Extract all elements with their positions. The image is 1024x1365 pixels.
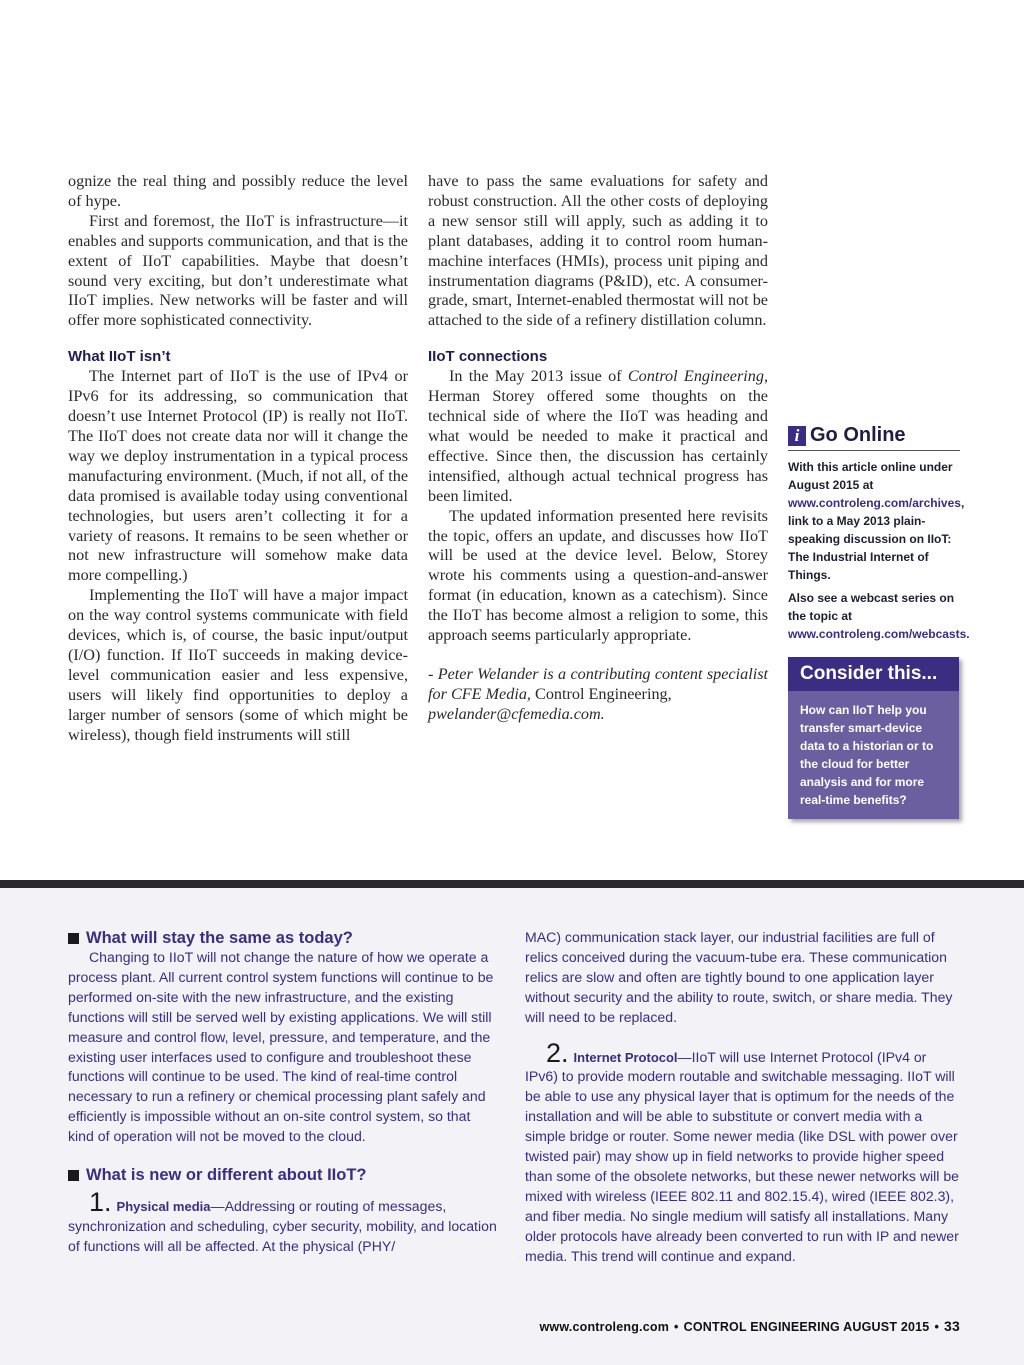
answer-paragraph: Changing to IIoT will not change the nature of how we operate a process plant. All current control system functions will continue to be performed on-site with the new infrastructure, and the existing functions will still be served well by existing applications. We will still measure and control flow, level, pressure, and temperature, and the existing user interfaces used to configure and troubleshoot these functions will continue to be used. The kind of real-time control necessary to run a refinery or chemical processing plant safely and efficiently is impossible without an on-site control system, so that kind of operation will not be moved to the cloud.	[68, 949, 494, 1145]
text-run: , Herman Storey offered some thoughts on the technical side of where the IIoT was heading and what would be needed to make it practical and effective. Since then, the discussion has certainly intensified, although actual technical progress has been limited.	[428, 367, 768, 505]
consider-this-box	[788, 657, 959, 819]
author-email: pwelander@cfemedia.com.	[428, 704, 605, 723]
text-run: With this article online under August 2015 at	[788, 460, 953, 492]
footer-publication: CONTROL ENGINEERING AUGUST 2015	[683, 1320, 930, 1334]
section-divider	[0, 880, 1024, 888]
publication-name: Control Engineering,	[535, 684, 672, 703]
publication-title: Control Engineering	[627, 367, 764, 386]
go-online-text-1	[788, 458, 965, 584]
footer-url: www.controleng.com	[539, 1320, 670, 1334]
consider-title: Consider this...	[788, 657, 959, 691]
item-number: 2.	[546, 1037, 569, 1068]
text-run: Also see a webcast series on the topic at	[788, 591, 955, 623]
footer-separator: •	[934, 1320, 940, 1334]
question-text: What will stay the same as today?	[86, 929, 353, 947]
square-bullet-icon	[68, 1170, 79, 1181]
question-heading	[68, 1165, 500, 1185]
item-number: 1.	[89, 1187, 112, 1218]
section-heading: IIoT connections	[428, 348, 548, 366]
paragraph: ognize the real thing and possibly reduce the level of hype.	[68, 172, 408, 210]
answer-paragraph: MAC) communication stack layer, our industrial facilities are full of relics conceived during the vacuum-tube era. These communication relics are slow and often are tightly bound to one application layer without security and the ability to route, switch, or share media. They will need to be replaced.	[525, 929, 953, 1025]
webcasts-link[interactable]: www.controleng.com/webcasts.	[788, 627, 970, 641]
paragraph: The Internet part of IIoT is the use of IPv4 or IPv6 for its addressing, so communication that doesn’t use Internet Protocol (IP) is really not IIoT. The IIoT does not create data nor will it change the way we deploy instrumentation in a typical process manufacturing environment. (Much, if not all, of the data promised is available today using conventional technologies, but users aren’t collecting it for a variety of reasons. It remains to be seen whether or not new infrastructure will somehow make data more compelling.)	[68, 367, 408, 585]
text-run: - Peter Welander is a contributing content specialist for CFE Media,	[428, 664, 768, 703]
page-footer	[539, 1318, 960, 1334]
term: Internet Protocol	[573, 1049, 678, 1065]
sidebar	[788, 424, 970, 819]
paragraph: Implementing the IIoT will have a major impact on the way control systems communicate with field devices, which is, of course, the basic input/output (I/O) function. If IIoT succeeds in making device-level communication easier and less expensive, users will likely find opportunities to deploy a larger number of sensors (some of which might be wireless), though field instruments will still	[68, 586, 408, 744]
go-online-text-2	[788, 589, 970, 643]
text-run: —IIoT will use Internet Protocol (IPv4 or IPv6) to provide modern routable and switchable messaging. IIoT will be able to use any physical layer that is optimum for the needs of the installation and will be able to substitute or convert media with a simple bridge or router. Some newer media (like DSL with power over twisted pair) may show up in field networks to provide higher speed than some of the obsolete networks, but these newer networks will be mixed with wireless (IEEE 802.11 and 802.15.4), wired (IEEE 802.3), and fiber media. No single medium will satisfy all installations. Many older protocols have already been converted to run with IP and newer media. This trend will continue and expand.	[525, 1048, 960, 1264]
qa-column-2	[525, 928, 960, 1267]
text-run: In the May 2013 issue of	[449, 367, 628, 386]
article-column-1	[68, 172, 408, 745]
answer-paragraph	[525, 1037, 960, 1267]
go-online-title: Go Online	[810, 424, 906, 446]
archives-link[interactable]: www.controleng.com/archives	[788, 496, 961, 510]
term: Physical media	[116, 1199, 211, 1215]
text-run: —Addressing or routing of messages, synchronization and scheduling, cyber security, mobility, and location of functions will all be affected. At the physical (PHY/	[68, 1198, 497, 1254]
article-column-2	[428, 172, 768, 725]
consider-text: How can IIoT help you transfer smart-device data to a historian or to the cloud for better analysis and for more real-time benefits?	[788, 691, 959, 819]
paragraph: First and foremost, the IIoT is infrastructure—it enables and supports communication, and that is the extent of IIoT capabilities. Maybe that doesn’t sound very exciting, but don’t underestimate what IIoT implies. New networks will be faster and will offer more sophisticated connectivity.	[68, 211, 408, 330]
question-text: What is new or different about IIoT?	[86, 1166, 367, 1185]
paragraph: have to pass the same evaluations for safety and robust construction. All the other costs of deploying a new sensor still will apply, such as adding it to plant databases, adding it to control room human-machine interfaces (HMIs), process unit piping and instrumentation diagrams (P&ID), etc. A consumer-grade, smart, Internet-enabled thermostat will not be attached to the side of a refinery distillation column.	[428, 172, 768, 330]
section-heading: What IIoT isn’t	[68, 348, 171, 366]
footer-separator: •	[674, 1320, 679, 1334]
go-online-header	[788, 424, 960, 451]
square-bullet-icon	[68, 933, 79, 944]
answer-paragraph	[68, 1187, 500, 1257]
info-icon: i	[788, 426, 806, 446]
qa-column-1	[68, 928, 500, 1257]
paragraph: The updated information presented here revisits the topic, offers an update, and discusses how IIoT will be used at the device level. Below, Storey wrote his comments using a question-and-answer format (in education, known as a catechism). Since the IIoT has become almost a religion to some, this approach seems particularly appropriate.	[428, 506, 768, 645]
question-heading	[68, 928, 500, 948]
paragraph	[428, 367, 768, 506]
page-number: 33	[944, 1318, 960, 1334]
author-signature	[428, 665, 768, 725]
text-run: , link to a May 2013 plain-speaking discussion on IIoT: The Industrial Internet of Things.	[788, 496, 965, 582]
